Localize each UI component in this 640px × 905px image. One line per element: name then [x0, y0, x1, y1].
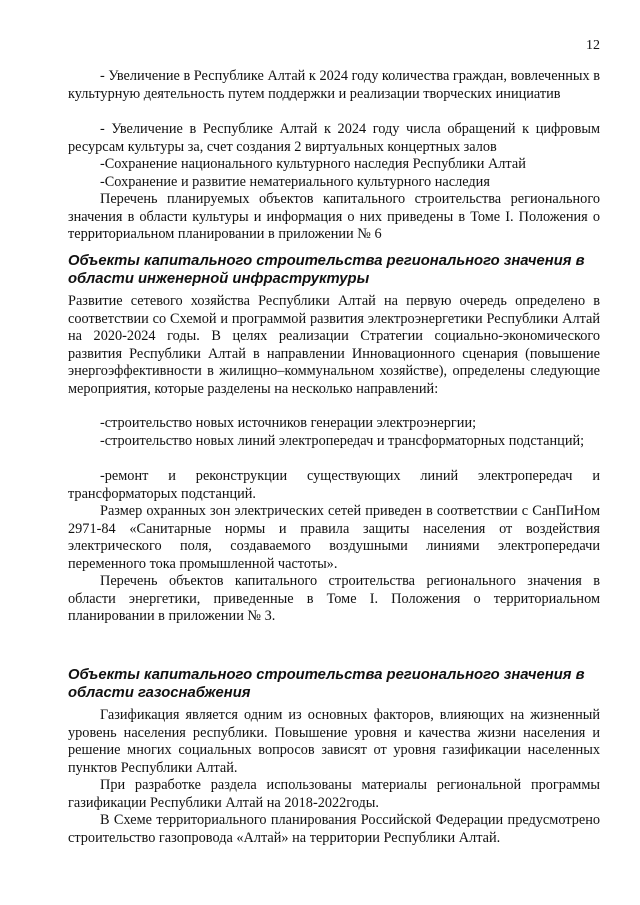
paragraph-energy-objects-list: Перечень объектов капитального строительства регионального значения в области энергетики, приведенные в Томе I. Положения о территориальном планировании в приложении № 3. — [68, 573, 600, 624]
paragraph-digital-resources: - Увеличение в Республике Алтай к 2024 году числа обращений к цифровым ресурсам культуры за, счет создания 2 виртуальных концертных залов — [68, 121, 600, 155]
list-item-generation-sources: -строительство новых источников генерации электроэнергии; — [100, 415, 477, 431]
paragraph-protection-zones: Размер охранных зон электрических сетей приведен в соответствии с СанПиНом 2971-84 «Санитарные нормы и правила защиты населения от воздействия электрического поля, создаваемого воздушными линиями электропередачи переменного тока промышленной частоты». — [68, 503, 600, 572]
paragraph-culture-participation: - Увеличение в Республике Алтай к 2024 году количества граждан, вовлеченных в культурную деятельность путем поддержки и реализации творческих инициатив — [68, 68, 600, 102]
section-heading-engineering: Объекты капитального строительства регионального значения в области инженерной инфраструктуры — [68, 253, 585, 287]
page-number: 12 — [586, 38, 600, 53]
paragraph-culture-objects-list: Перечень планируемых объектов капитального строительства регионального значения в области культуры и информация о них приведены в Томе I. Положения о территориальном планировании в приложении № 6 — [68, 191, 600, 242]
paragraph-gas-program: При разработке раздела использованы материалы региональной программы газификации Республики Алтай на 2018-2022годы. — [68, 777, 600, 811]
paragraph-heritage-preservation: -Сохранение национального культурного наследия Республики Алтай — [100, 156, 526, 172]
list-item-new-lines: -строительство новых линий электропередач и трансформаторных подстанций; — [100, 433, 585, 449]
paragraph-intangible-heritage: -Сохранение и развитие нематериального культурного наследия — [100, 174, 490, 190]
paragraph-altai-pipeline: В Схеме территориального планирования Российской Федерации предусмотрено строительство газопровода «Алтай» на территории Республики Алтай. — [68, 812, 600, 846]
paragraph-grid-development: Развитие сетевого хозяйства Республики Алтай на первую очередь определено в соответствии со Схемой и программой развития электроэнергетики Республики Алтай на 2020-2024 годы. В целях реализации Стратегии социально-экономического развития Республики Алтай в направлении Инновационного сценария (повышение энергоэффективности в жилищно–коммунальном хозяйстве), определены следующие мероприятия, которые разделены на несколько направлений: — [68, 293, 600, 397]
list-item-repair-lines: -ремонт и реконструкции существующих линий электропередач и трансформаторых подстанций. — [68, 468, 600, 502]
section-heading-gas-supply: Объекты капитального строительства регионального значения в области газоснабжения — [68, 667, 585, 701]
paragraph-gasification: Газификация является одним из основных факторов, влияющих на жизненный уровень населения республики. Повышение уровня и качества жизни населения и решение многих социальных вопросов зависят от уровня газификации населенных пунктов Республики Алтай. — [68, 707, 600, 776]
